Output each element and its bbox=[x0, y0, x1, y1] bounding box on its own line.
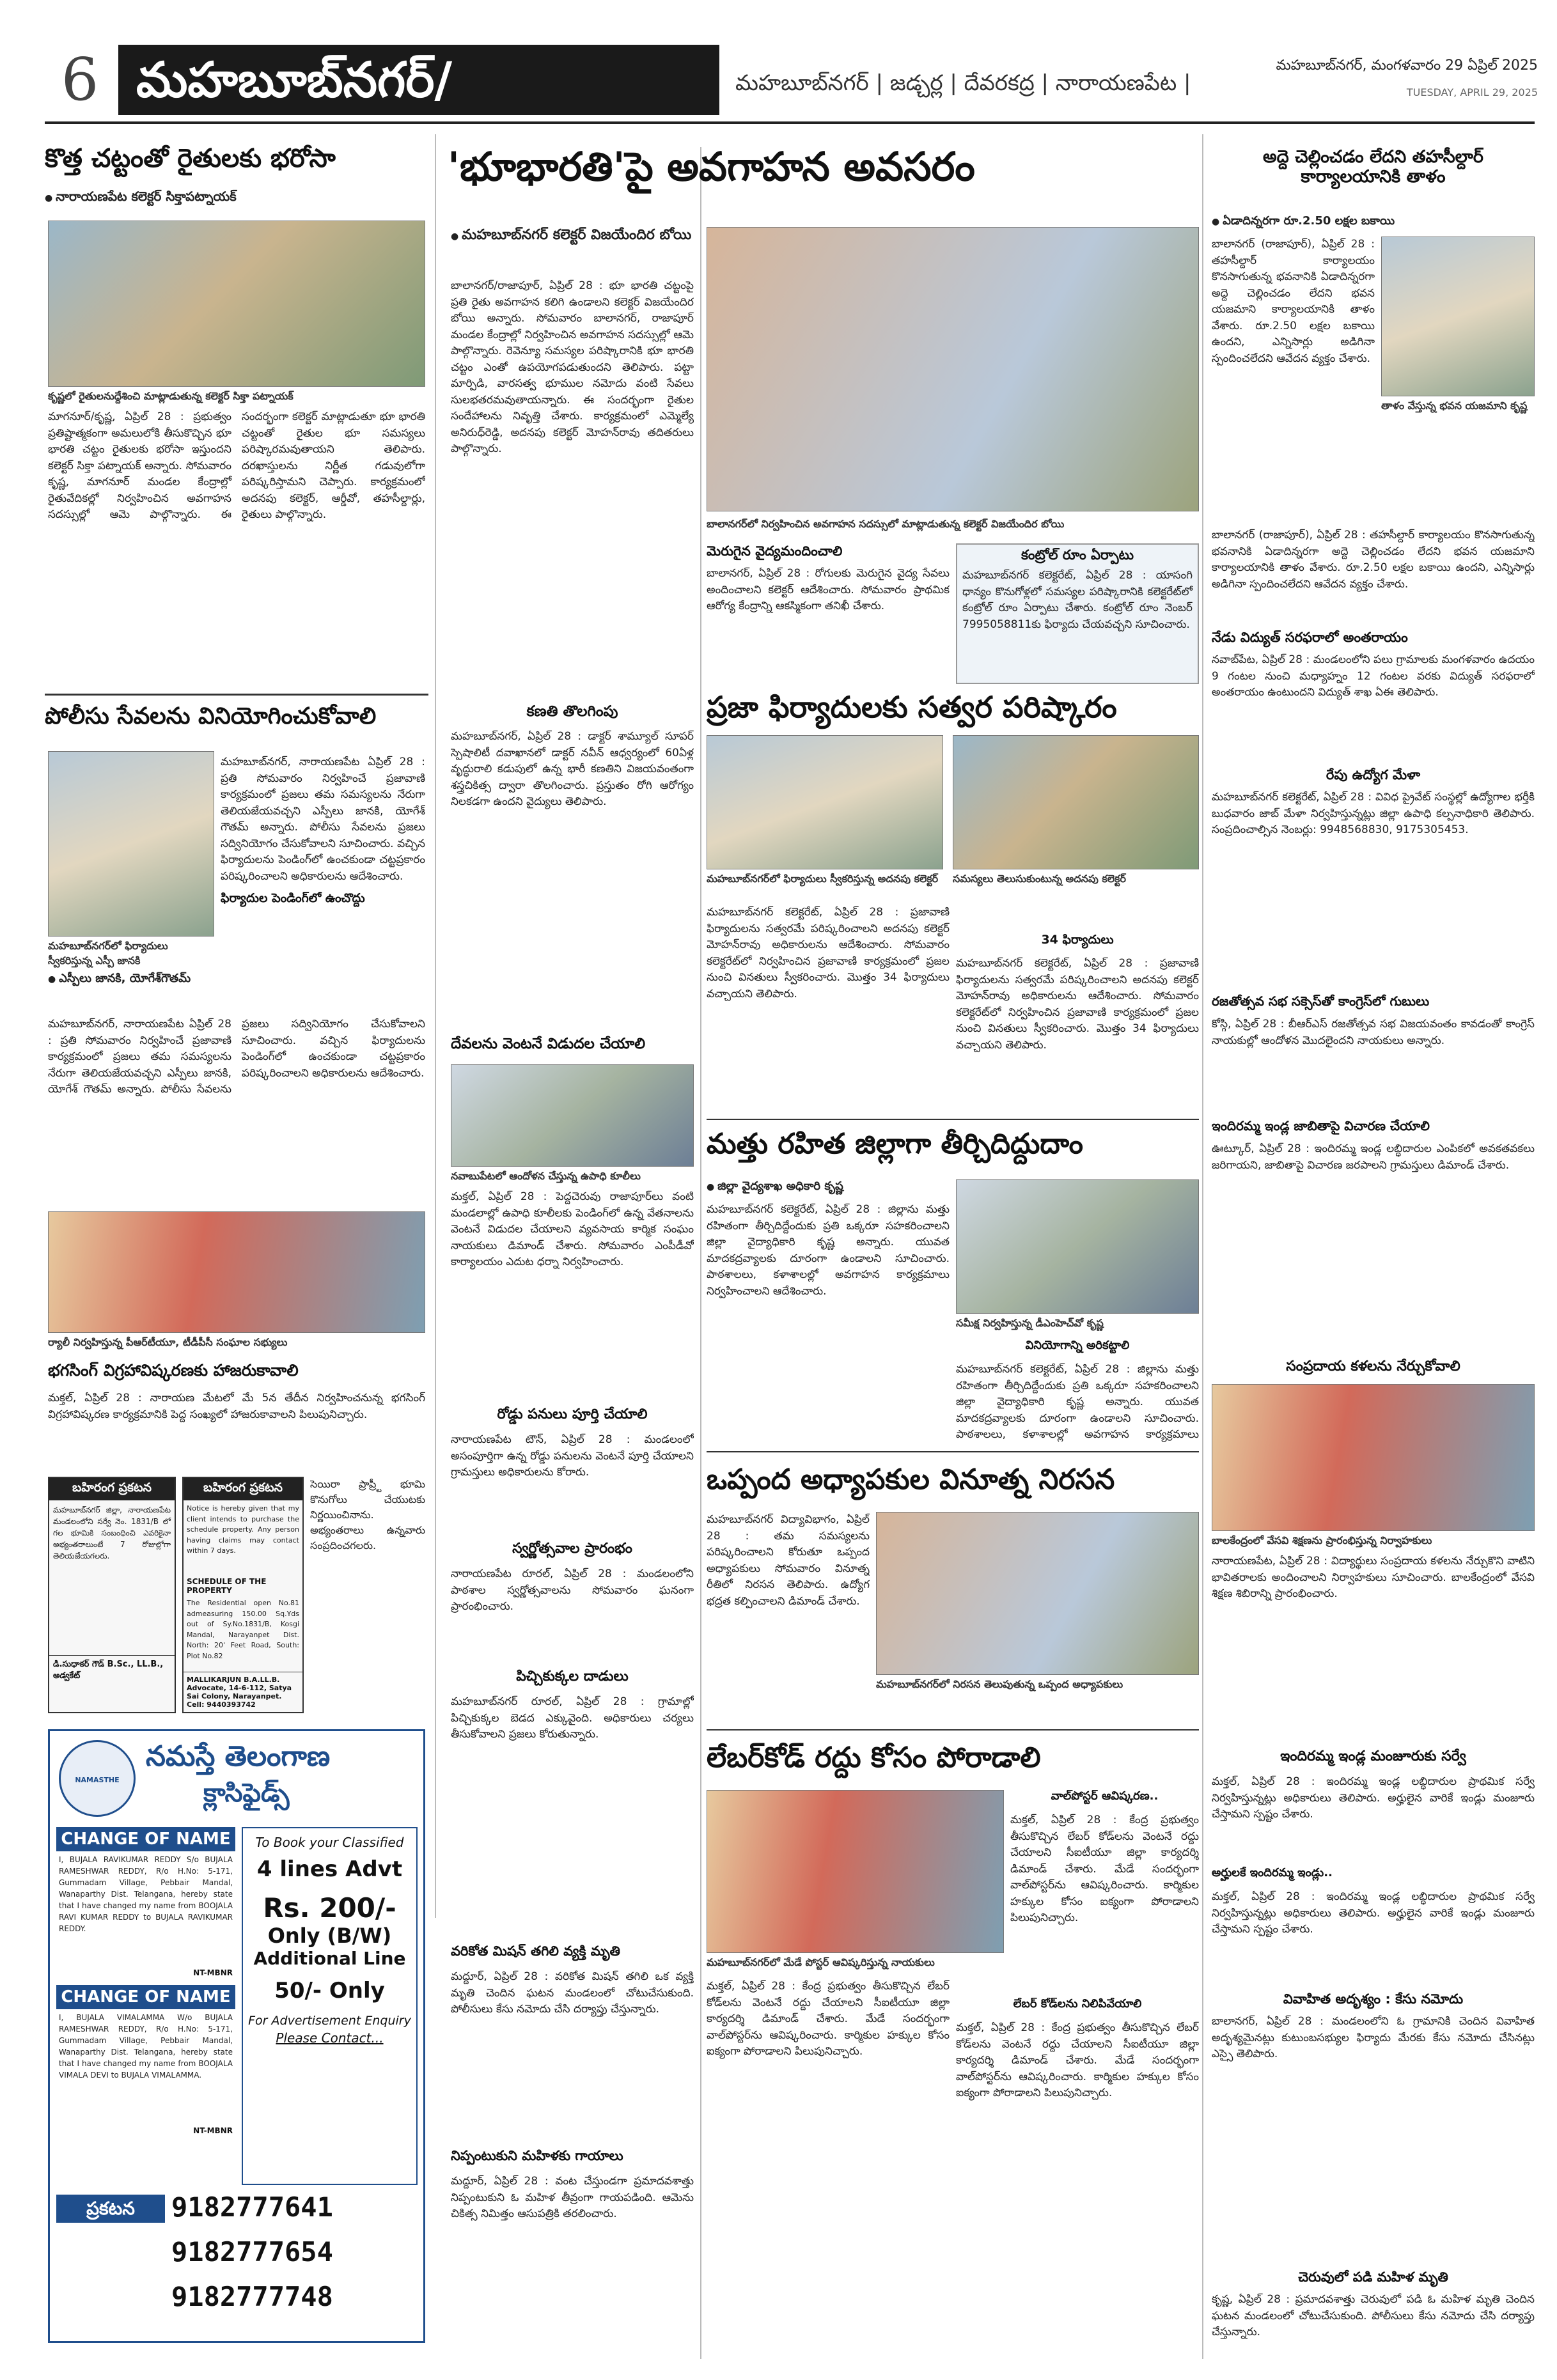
photo-rally bbox=[48, 1211, 425, 1333]
headline-farmers: కొత్త చట్టంతో రైతులకు భరోసా bbox=[45, 144, 336, 173]
notice-advocate: డి.సుధాకర్ గౌడ్ B.Sc., LL.B., అడ్వకేట్ bbox=[49, 1655, 175, 1686]
subhead-drug-free: వినియోగాన్ని అరికట్టాలి bbox=[1025, 1339, 1130, 1352]
newspaper-logo-icon: NAMASTHE bbox=[59, 1740, 136, 1817]
caption-traditional-arts: బాలకేంద్రంలో వేసవి శిక్షణను ప్రారంభిస్తున్న నిర్వాహకులు bbox=[1212, 1534, 1432, 1546]
headline-tahsildar-lock: అద్దె చెల్లించడం లేదని తహసీల్దార్ కార్యాలయానికి తాళం bbox=[1263, 147, 1483, 187]
body-tahsildar-lock-2: బాలానగర్ (రాజాపూర్), ఏప్రిల్ 28 : తహసీల్దార్ కార్యాలయం కొనసాగుతున్న భవనానికి ఏడాదిన్నరగా అద్దె చెల్లించడం లేదని భవన యజమాని కార్యాలయానికి తాళం వేశారు. రూ.2.50 లక్షల బకాయి ఉందని, ఎన్నిసార్లు అడిగినా స్పందించలేదని ఆవేదన వ్యక్తం చేశారు. bbox=[1212, 529, 1535, 591]
body-medical: బాలానగర్, ఏప్రిల్ 28 : రోగులకు మెరుగైన వైద్య సేవలు అందించాలని కలెక్టర్ ఆదేశించారు. సోమవారం ప్రాథమిక ఆరోగ్య కేంద్రాన్ని ఆకస్మికంగా తనిఖీ చేశారు. bbox=[707, 567, 950, 612]
body-roads: నారాయణపేట టౌన్, ఏప్రిల్ 28 : మండలంలో అసంపూర్తిగా ఉన్న రోడ్డు పనులను వెంటనే పూర్తి చేయాలని గ్రామస్తులు అధికారులను కోరారు. bbox=[451, 1433, 694, 1479]
caption-rally: ర్యాలీ నిర్వహిస్తున్న పీఆర్‌టీయూ, టీడీపీసీ సంఘాల సభ్యులు bbox=[48, 1336, 288, 1348]
body-pond-death: కృష్ణ, ఏప్రిల్ 28 : ప్రమాదవశాత్తు చెరువులో పడి ఓ మహిళ మృతి చెందిన ఘటన మండలంలో చోటుచేసుకుంది. పోలీసులు కేసు నమోదు చేసి దర్యాప్తు చేస్తున్నారు. bbox=[1212, 2293, 1535, 2338]
body-police-top: మహబూబ్‌నగర్, నారాయణపేట ఏప్రిల్ 28 : ప్రతి సోమవారం నిర్వహించే ప్రజావాణి కార్యక్రమంలో ప్రజలు తమ సమస్యలను నేరుగా తెలియజేయవచ్చని ఎస్పీలు జానకి, యోగేశ్ గౌతమ్ అన్నారు. పోలీసు సేవలను ప్రజలు సద్వినియోగం చేసుకోవాలని సూచించారు. వచ్చిన ఫిర్యాదులను పెండింగ్‌లో ఉంచకుండా చట్టప్రకారం పరిష్కరించాలని అధికారులను ఆదేశించారు. bbox=[221, 756, 425, 883]
caption-wages: నవాబుపేటలో ఆందోళన చేస్తున్న ఉపాధి కూలీలు bbox=[451, 1170, 641, 1182]
headline-control-room: కంట్రోల్ రూం ఏర్పాటు bbox=[1021, 547, 1134, 563]
headline-fire: నిప్పంటుకుని మహిళకు గాయాలు bbox=[451, 2148, 623, 2163]
notice-body: మహబూబ్‌నగర్ జిల్లా, నారాయణపేట మండలంలోని సర్వే నెం. 1831/B లో గల భూమికి సంబంధించి ఎవరికైనా అభ్యంతరాలుంటే 7 రోజుల్లోగా తెలియజేయగలరు. bbox=[53, 1505, 171, 1560]
classified-pricing bbox=[242, 1827, 418, 2185]
caption-police: మహబూబ్‌నగర్‌లో ఫిర్యాదులు స్వీకరిస్తున్న ఎస్పీ జానకి bbox=[48, 940, 168, 967]
control-room-box bbox=[956, 543, 1199, 684]
notice-title: బహిరంగ ప్రకటన bbox=[184, 1478, 302, 1500]
body-contract-lecturers: మహబూబ్‌నగర్ విద్యావిభాగం, ఏప్రిల్ 28 : తమ సమస్యలను పరిష్కరించాలని కోరుతూ ఒప్పంద అధ్యాపకులు సోమవారం వినూత్న రీతిలో నిరసన తెలిపారు. ఉద్యోగ భద్రత కల్పించాలని డిమాండ్ చేశారు. bbox=[707, 1513, 870, 1608]
change-of-name-heading: CHANGE OF NAME bbox=[56, 1827, 235, 1851]
photo-grievance-2 bbox=[953, 735, 1199, 869]
headline-tumor: కణతి తొలగింపు bbox=[526, 703, 618, 720]
caption-tahsildar-lock: తాళం వేస్తున్న భవన యజమాని కృష్ణ bbox=[1381, 400, 1528, 412]
caption-drug-free: సమీక్ష నిర్వహిస్తున్న డీఎంహెచ్‌వో కృష్ణ bbox=[956, 1317, 1104, 1329]
body-housing-survey-2: మక్తల్, ఏప్రిల్ 28 : ఇందిరమ్మ ఇండ్ల లబ్ధిదారుల ప్రాథమిక సర్వే నిర్వహిస్తున్నట్లు అధికారులు తెలిపారు. అర్హులైన వారికే ఇండ్లు మంజూరు చేస్తామని స్పష్టం చేశారు. bbox=[1212, 1890, 1535, 1936]
notice-schedule-body: The Residential open No.81 admeasuring 150.00 Sq.Yds out of Sy.No.1831/B, Kosgi Mandal, Narayanpet Dist. North: 20' Feet Road, South: Plot No.82 bbox=[187, 1599, 299, 1660]
notice-schedule-title: SCHEDULE OF THE PROPERTY bbox=[187, 1577, 267, 1595]
caption-farmers: కృష్ణలో రైతులనుద్దేశించి మాట్లాడుతున్న కలెక్టర్ సిక్తా పట్నాయక్ bbox=[48, 390, 293, 402]
photo-lecturers-protest bbox=[876, 1512, 1199, 1675]
classifieds-sub: క్లాసిఫైడ్స్ bbox=[203, 1778, 290, 1808]
body-fire: మద్దూర్, ఏప్రిల్ 28 : వంట చేస్తుండగా ప్రమాదవశాత్తు నిప్పంటుకుని ఓ మహిళ తీవ్రంగా గాయపడింది. ఆమెను చికిత్స నిమిత్తం ఆసుపత్రికి తరలించారు. bbox=[451, 2175, 694, 2220]
public-notice-1 bbox=[48, 1477, 176, 1713]
district-list: మహబూబ్‌నగర్ | జడ్చర్ల | దేవరకద్ర | నారాయణపేట | bbox=[735, 70, 1191, 96]
photo-office-lock bbox=[1381, 237, 1535, 396]
body-congress: కోస్గి, ఏప్రిల్ 28 : బీఆర్ఎస్ రజతోత్సవ సభ విజయవంతం కావడంతో కాంగ్రెస్ నాయకుల్లో ఆందోళన మొదలైందని నాయకులు అన్నారు. bbox=[1212, 1018, 1535, 1047]
byline-farmers: ● నారాయణపేట కలెక్టర్ సిక్తాపట్నాయక్ bbox=[45, 189, 428, 209]
change-of-name-ref: NT-MBNR bbox=[193, 2126, 233, 2135]
headline-job-mela: రేపు ఉద్యోగ మేళా bbox=[1326, 767, 1421, 782]
column-divider bbox=[1202, 134, 1203, 2359]
headline-harvester-death: వరికోత మిషన్ తగిలి వ్యక్తి మృతి bbox=[451, 1943, 620, 1959]
phone-number[interactable]: 9182777748 bbox=[171, 2281, 333, 2312]
date-telugu: మహబూబ్‌నగర్, మంగళవారం 29 ఏప్రిల్ 2025 bbox=[1276, 58, 1538, 74]
headline-contract-lecturers: ఒప్పంద అధ్యాపకుల వినూత్న నిరసన bbox=[707, 1464, 1115, 1496]
photo-farmers-meeting bbox=[48, 221, 425, 387]
headline-congress: రజతోత్సవ సభ సక్సెస్‌తో కాంగ్రెస్‌లో గుబులు bbox=[1212, 994, 1430, 1009]
date-english: TUESDAY, APRIL 29, 2025 bbox=[1406, 86, 1538, 98]
masthead-rule bbox=[45, 121, 1535, 124]
headline-labour-code: లేబర్‌కోడ్ రద్దు కోసం పోరాడాలి bbox=[707, 1742, 1041, 1774]
price: Rs. 200/- bbox=[263, 1892, 396, 1924]
body-power-cut: నవాబ్‌పేట, ఏప్రిల్ 28 : మండలంలోని పలు గ్రామాలకు మంగళవారం ఉదయం 9 గంటల నుంచి మధ్యాహ్నం 12 గంటల వరకు విద్యుత్ సరఫరాలో అంతరాయం ఉంటుందని విద్యుత్ శాఖ ఏఈ తెలిపారు. bbox=[1212, 653, 1535, 699]
lines-advt: 4 lines Advt bbox=[256, 1856, 403, 1882]
byline-main: ● మహబూబ్‌నగర్ కలెక్టర్ విజయేందిర బోయి bbox=[451, 227, 694, 272]
contact-line: Please Contact... bbox=[276, 2030, 384, 2046]
body-housing-inquiry: ఊట్కూర్, ఏప్రిల్ 28 : ఇందిరమ్మ ఇండ్ల లబ్ధిదారుల ఎంపికలో అవకతవకలు జరిగాయని, జాబితాపై విచారణ జరపాలని గ్రామస్తులు డిమాండ్ చేశారు. bbox=[1212, 1142, 1535, 1172]
notice-side-text: సెయిరా ప్రాప్ర్టీ భూమి కొనుగోలు చేయుటకు నిర్ణయించినాను. అభ్యంతరాలు ఉన్నవారు సంప్రదించగలరు. bbox=[310, 1478, 425, 1552]
classifieds-box bbox=[48, 1729, 425, 2343]
main-headline: 'భూభారతి'పై అవగాహన అవసరం bbox=[448, 144, 975, 190]
page-number: 6 bbox=[61, 45, 99, 114]
body-labour-code-2: మక్తల్, ఏప్రిల్ 28 : కేంద్ర ప్రభుత్వం తీసుకొచ్చిన లేబర్ కోడ్‌లను వెంటనే రద్దు చేయాలని సీఐటీయూ జిల్లా కార్యదర్శి డిమాండ్ చేశారు. మేడే సందర్భంగా వాల్‌పోస్టర్‌ను ఆవిష్కరించారు. కార్మికుల హక్కుల కోసం ఐక్యంగా పోరాడాలని పిలుపునిచ్చారు. bbox=[707, 1980, 950, 2058]
section-rule bbox=[45, 694, 428, 696]
change-of-name-heading: CHANGE OF NAME bbox=[56, 1985, 235, 2009]
headline-power-cut: నేడు విద్యుత్ సరఫరాలో అంతరాయం bbox=[1212, 630, 1408, 645]
photo-wage-protest bbox=[451, 1064, 694, 1167]
byline-police: ● ఎస్పీలు జానకి, యోగేశ్‌గౌతమ్ bbox=[48, 972, 214, 1010]
body-drug-free: మహబూబ్‌నగర్ కలెక్టరేట్, ఏప్రిల్ 28 : జిల్లాను మత్తు రహితంగా తీర్చిదిద్దేందుకు ప్రతి ఒక్కరూ సహకరించాలని జిల్లా వైద్యాధికారి కృష్ణ అన్నారు. యువత మాదకద్రవ్యాలకు దూరంగా ఉండాలని సూచించారు. పాఠశాలలు, కళాశాలల్లో అవగాహన కార్యక్రమాలు నిర్వహించాలని ఆదేశించారు. bbox=[707, 1203, 950, 1298]
headline-bhagat-singh: భగసింగ్ విగ్రహావిష్కరణకు హాజరుకావాలి bbox=[48, 1362, 299, 1380]
price-note: Only (B/W) bbox=[267, 1924, 392, 1948]
photo-summer-camp bbox=[1212, 1384, 1535, 1531]
public-notice-2 bbox=[182, 1477, 304, 1713]
caption-contract-lecturers: మహబూబ్‌నగర్‌లో నిరసన తెలుపుతున్న ఒప్పంద అధ్యాపకులు bbox=[876, 1678, 1123, 1690]
enquiry-line: For Advertisement Enquiry bbox=[248, 2014, 411, 2028]
book-line: To Book your Classified bbox=[255, 1835, 404, 1850]
photo-mayday-poster bbox=[707, 1790, 1004, 1953]
body-tahsildar-lock: బాలానగర్ (రాజాపూర్), ఏప్రిల్ 28 : తహసీల్దార్ కార్యాలయం కొనసాగుతున్న భవనానికి ఏడాదిన్నరగా అద్దె చెల్లించడం లేదని భవన యజమాని కార్యాలయానికి తాళం వేశారు. రూ.2.50 లక్షల బకాయి ఉందని, ఎన్నిసార్లు అడిగినా స్పందించలేదని ఆవేదన వ్యక్తం చేశారు. bbox=[1212, 238, 1375, 365]
body-main: బాలానగర్/రాజాపూర్, ఏప్రిల్ 28 : భూ భారతి చట్టంపై ప్రతి రైతు అవగాహన కలిగి ఉండాలని కలెక్టర్ విజయేందిర బోయి అన్నారు. సోమవారం బాలానగర్, రాజాపూర్ మండల కేంద్రాల్లో నిర్వహించిన అవగాహన సదస్సుల్లో ఆమె పాల్గొన్నారు. రెవెన్యూ సమస్యల పరిష్కారానికి భూ భారతి చట్టం ఎంతో ఉపయోగపడుతుందని తెలిపారు. పట్టా మార్పిడి, వారసత్వ భూముల నమోదు వంటి సేవలు సులభతరమవుతాయన్నారు. ఈ సందర్భంగా రైతుల సందేహాలను నివృత్తి చేశారు. కార్యక్రమంలో ఎమ్మెల్యే అనిరుధ్‌రెడ్డి, అదనపు కలెక్టర్ మోహన్‌రావు తదితరులు పాల్గొన్నారు. bbox=[451, 279, 694, 455]
notice-title: బహిరంగ ప్రకటన bbox=[49, 1478, 175, 1500]
body-jubilee: నారాయణపేట రూరల్, ఏప్రిల్ 28 : మండలంలోని పాఠశాల స్వర్ణోత్సవాలను సోమవారం ఘనంగా ప్రారంభించారు. bbox=[451, 1567, 694, 1613]
body-housing-survey: మక్తల్, ఏప్రిల్ 28 : ఇందిరమ్మ ఇండ్ల లబ్ధిదారుల ప్రాథమిక సర్వే నిర్వహిస్తున్నట్లు అధికారులు తెలిపారు. అర్హులైన వారికే ఇండ్లు మంజూరు చేస్తామని స్పష్టం చేశారు. bbox=[1212, 1775, 1535, 1821]
subhead-police: ఫిర్యాదుల పెండింగ్‌లో ఉంచొద్దు bbox=[221, 892, 365, 905]
headline-jubilee: స్వర్ణోత్సవాల ప్రారంభం bbox=[512, 1541, 632, 1557]
body-traditional-arts: నారాయణపేట, ఏప్రిల్ 28 : విద్యార్థులు సంప్రదాయ కళలను నేర్చుకొని వాటిని భావితరాలకు అందించాలని నిర్వాహకులు సూచించారు. బాలకేంద్రంలో వేసవి శిక్షణ శిబిరాన్ని ప్రారంభించారు. bbox=[1212, 1555, 1535, 1600]
body-labour-code: మక్తల్, ఏప్రిల్ 28 : కేంద్ర ప్రభుత్వం తీసుకొచ్చిన లేబర్ కోడ్‌లను వెంటనే రద్దు చేయాలని సీఐటీయూ జిల్లా కార్యదర్శి డిమాండ్ చేశారు. మేడే సందర్భంగా వాల్‌పోస్టర్‌ను ఆవిష్కరించారు. కార్మికుల హక్కుల కోసం ఐక్యంగా పోరాడాలని పిలుపునిచ్చారు. bbox=[1010, 1814, 1199, 1924]
headline-housing-survey: ఇందిరమ్మ ఇండ్ల మంజూరుకు సర్వే bbox=[1280, 1748, 1466, 1764]
headline-drug-free: మత్తు రహిత జిల్లాగా తీర్చిదిద్దుదాం bbox=[707, 1128, 1083, 1160]
photo-drug-review bbox=[956, 1179, 1199, 1314]
body-grievances: మహబూబ్‌నగర్ కలెక్టరేట్, ఏప్రిల్ 28 : ప్రజావాణి ఫిర్యాదులను సత్వరమే పరిష్కరించాలని అదనపు కలెక్టర్ మోహన్‌రావు అధికారులను ఆదేశించారు. సోమవారం కలెక్టరేట్‌లో నిర్వహించిన ప్రజావాణి కార్యక్రమంలో ప్రజల నుంచి వినతులు స్వీకరించారు. మొత్తం 34 ఫిర్యాదులు వచ్చాయని తెలిపారు. bbox=[707, 906, 950, 1000]
notice-advocate: MALLIKARJUN B.A.LL.B. Advocate, 14-6-112, Satya Sai Colony, Narayanpet. Cell: 9440393742 bbox=[184, 1672, 302, 1712]
headline-missing-woman: వివాహిత అదృశ్యం : కేసు నమోదు bbox=[1283, 1991, 1464, 2007]
headline-grievances: ప్రజా ఫిర్యాదులకు సత్వర పరిష్కారం bbox=[707, 690, 1117, 724]
subhead-grievances: 34 ఫిర్యాదులు bbox=[1041, 933, 1114, 947]
headline-housing-inquiry: ఇందిరమ్మ ఇండ్ల జాబితాపై విచారణ చేయాలి bbox=[1212, 1119, 1430, 1133]
body-dogs: మహబూబ్‌నగర్ రూరల్, ఏప్రిల్ 28 : గ్రామాల్లో పిచ్చికుక్కల బెడద ఎక్కువైంది. అధికారులు చర్యలు తీసుకోవాలని ప్రజలు కోరుతున్నారు. bbox=[451, 1695, 694, 1741]
body-tumor: మహబూబ్‌నగర్, ఏప్రిల్ 28 : డాక్టర్ శామ్యూల్ సూపర్ స్పెషాలిటీ దవాఖానలో డాక్టర్ నవీన్ ఆధ్వర్యంలో 60ఏళ్ల వృద్ధురాలి కడుపులో ఉన్న భారీ కణతిని విజయవంతంగా శస్త్రచికిత్స ద్వారా తొలగించారు. ప్రస్తుతం రోగి ఆరోగ్యం నిలకడగా ఉందని వైద్యులు తెలిపారు. bbox=[451, 730, 694, 808]
change-of-name-body: I, BUJALA VIMALAMMA W/o BUJALA RAMESHWAR REDDY, R/o H.No: 5-171, Gummadam Village, Pebbair Mandal, Wanaparthy Dist. Telangana, hereby state that I have changed my name from BOOJALA VIMALA DEVI to BUJALA VIMALAMMA. bbox=[59, 2013, 233, 2080]
body-job-mela: మహబూబ్‌నగర్ కలెక్టరేట్, ఏప్రిల్ 28 : వివిధ ప్రైవేట్ సంస్థల్లో ఉద్యోగాల భర్తీకి బుధవారం జాబ్ మేళా నిర్వహిస్తున్నట్లు జిల్లా ఉపాధి కల్పనాధికారి తెలిపారు. సంప్రదించాల్సిన నెంబర్లు: 9948568830, 9175305453. bbox=[1212, 791, 1535, 836]
change-of-name-body: I, BUJALA RAVIKUMAR REDDY S/o BUJALA RAMESHWAR REDDY, R/o H.No: 5-171, Gummadam Village, Pebbair Mandal, Wanaparthy Dist. Telangana, hereby state that I have changed my name from BOOJALA RAVI KUMAR REDDY to BUJALA RAVIKUMAR REDDY. bbox=[59, 1855, 233, 1933]
body-grievances-2: మహబూబ్‌నగర్ కలెక్టరేట్, ఏప్రిల్ 28 : ప్రజావాణి ఫిర్యాదులను సత్వరమే పరిష్కరించాలని అదనపు కలెక్టర్ మోహన్‌రావు అధికారులను ఆదేశించారు. సోమవారం కలెక్టరేట్‌లో నిర్వహించిన ప్రజావాణి కార్యక్రమంలో ప్రజల నుంచి వినతులు స్వీకరించారు. మొత్తం 34 ఫిర్యాదులు వచ్చాయని తెలిపారు. bbox=[956, 957, 1199, 1052]
column-divider bbox=[435, 134, 436, 1918]
change-of-name-ref: NT-MBNR bbox=[193, 1968, 233, 1977]
additional-price: 50/- Only bbox=[274, 1978, 385, 2003]
additional-line: Additional Line bbox=[253, 1948, 406, 1969]
headline-traditional-arts: సంప్రదాయ కళలను నేర్చుకోవాలి bbox=[1286, 1358, 1460, 1374]
section-rule bbox=[707, 1729, 1199, 1731]
body-wages: మక్తల్, ఏప్రిల్ 28 : పెద్దచెరువు రాజాపూర్‌లు వంటి మండలాల్లో ఉపాధి కూలీలకు పెండింగ్‌లో ఉన్న వేతనాలను వెంటనే విడుదల చేయాలని వ్యవసాయ కార్మిక సంఘం నాయకులు డిమాండ్ చేశారు. సోమవారం ఎంపీడీవో కార్యాలయం ఎదుట ధర్నా నిర్వహించారు. bbox=[451, 1190, 694, 1268]
body-bhagat-singh: మక్తల్, ఏప్రిల్ 28 : నారాయణ మేటలో మే 5న తేదీన నిర్వహించనున్న భగసింగ్ విగ్రహావిష్కరణ కార్యక్రమానికి పెద్ద సంఖ్యలో హాజరుకావాలని పిలుపునిచ్చారు. bbox=[48, 1392, 425, 1421]
body-drug-free-2: మహబూబ్‌నగర్ కలెక్టరేట్, ఏప్రిల్ 28 : జిల్లాను మత్తు రహితంగా తీర్చిదిద్దేందుకు ప్రతి ఒక్కరూ సహకరించాలని జిల్లా వైద్యాధికారి కృష్ణ అన్నారు. యువత మాదకద్రవ్యాలకు దూరంగా ఉండాలని సూచించారు. పాఠశాలలు, కళాశాలల్లో అవగాహన కార్యక్రమాలు bbox=[956, 1363, 1199, 1441]
section-rule bbox=[707, 1451, 1199, 1452]
photo-awareness-meeting bbox=[707, 227, 1199, 511]
byline-drug-free: ● జిల్లా వైద్యశాఖ అధికారి కృష్ణ bbox=[707, 1179, 950, 1199]
body-farmers: మాగనూర్/కృష్ణ, ఏప్రిల్ 28 : ప్రభుత్వం ప్రతిష్టాత్మకంగా అమలులోకి తీసుకొచ్చిన భూ భారతి చట్టం రైతులకు భరోసా ఇస్తుందని కలెక్టర్ సిక్తా పట్నాయక్ అన్నారు. సోమవారం కృష్ణ, మాగనూర్ మండల కేంద్రాల్లో రైతువేదికల్లో నిర్వహించిన అవగాహన సదస్సుల్లో ఆమె పాల్గొన్నారు. ఈ సందర్భంగా కలెక్టర్ మాట్లాడుతూ భూ భారతి చట్టంతో రైతుల భూ సమస్యలు పరిష్కారమవుతాయని తెలిపారు. దరఖాస్తులను నిర్ణీత గడువులోగా పరిష్కరిస్తామని చెప్పారు. కార్యక్రమంలో అదనపు కలెక్టర్, ఆర్డీవో, తహసీల్దార్లు, రైతులు పాల్గొన్నారు. bbox=[48, 410, 425, 521]
subhead-wallposter: వాల్‌పోస్టర్ ఆవిష్కరణ.. bbox=[1051, 1790, 1159, 1803]
phone-number[interactable]: 9182777641 bbox=[171, 2191, 333, 2223]
section-rule bbox=[707, 1119, 1199, 1120]
caption-main: బాలానగర్‌లో నిర్వహించిన అవగాహన సదస్సులో మాట్లాడుతున్న కలెక్టర్ విజయేందిర బోయి bbox=[707, 518, 1065, 530]
page-section-title: మహబూబ్‌నగర్/ bbox=[118, 45, 719, 115]
byline-tahsildar-lock: ● ఏడాదిన్నరగా రూ.2.50 లక్షల బకాయి bbox=[1212, 214, 1535, 232]
body-harvester-death: మద్దూర్, ఏప్రిల్ 28 : వరికోత మిషన్ తగిలి ఒక వ్యక్తి మృతి చెందిన ఘటన మండలంలో చోటుచేసుకుంది. పోలీసులు కేసు నమోదు చేసి దర్యాప్తు చేస్తున్నారు. bbox=[451, 1970, 694, 2016]
caption-grievance-2: సమస్యలు తెలుసుకుంటున్న అదనపు కలెక్టర్ bbox=[953, 873, 1126, 885]
subhead-housing-survey: అర్హులకే ఇందిరమ్మ ఇండ్లు.. bbox=[1212, 1867, 1333, 1879]
phone-number[interactable]: 9182777654 bbox=[171, 2236, 333, 2267]
caption-grievance-1: మహబూబ్‌నగర్‌లో ఫిర్యాదులు స్వీకరిస్తున్న అదనపు కలెక్టర్ bbox=[707, 873, 939, 885]
body-police: మహబూబ్‌నగర్, నారాయణపేట ఏప్రిల్ 28 : ప్రతి సోమవారం నిర్వహించే ప్రజావాణి కార్యక్రమంలో ప్రజలు తమ సమస్యలను నేరుగా తెలియజేయవచ్చని ఎస్పీలు జానకి, యోగేశ్ గౌతమ్ అన్నారు. పోలీసు సేవలను ప్రజలు సద్వినియోగం చేసుకోవాలని సూచించారు. వచ్చిన ఫిర్యాదులను పెండింగ్‌లో ఉంచకుండా చట్టప్రకారం పరిష్కరించాలని అధికారులను ఆదేశించారు. bbox=[48, 1018, 425, 1096]
body-missing-woman: బాలానగర్, ఏప్రిల్ 28 : మండలంలోని ఓ గ్రామానికి చెందిన వివాహిత అదృశ్యమైనట్లు కుటుంబసభ్యుల ఫిర్యాదు మేరకు కేసు నమోదు చేసినట్లు ఎస్సై తెలిపారు. bbox=[1212, 2015, 1535, 2060]
body-labour-code-3: మక్తల్, ఏప్రిల్ 28 : కేంద్ర ప్రభుత్వం తీసుకొచ్చిన లేబర్ కోడ్‌లను వెంటనే రద్దు చేయాలని సీఐటీయూ జిల్లా కార్యదర్శి డిమాండ్ చేశారు. మేడే సందర్భంగా వాల్‌పోస్టర్‌ను ఆవిష్కరించారు. కార్మికుల హక్కుల కోసం ఐక్యంగా పోరాడాలని పిలుపునిచ్చారు. bbox=[956, 2021, 1199, 2099]
caption-labour-code: మహబూబ్‌నగర్‌లో మేడే పోస్టర్ ఆవిష్కరిస్తున్న నాయకులు bbox=[707, 1956, 935, 1968]
column-divider bbox=[700, 147, 701, 2359]
headline-police: పోలీసు సేవలను వినియోగించుకోవాలి bbox=[45, 703, 377, 729]
subhead-labour-code: లేబర్ కోడ్‌లను నిలిపివేయాలి bbox=[1013, 1998, 1142, 2011]
notice-body: Notice is hereby given that my client intends to purchase the schedule property. Any person having claims may contact within 7 days. bbox=[187, 1504, 299, 1555]
headline-roads: రోడ్డు పనులు పూర్తి చేయాలి bbox=[497, 1406, 648, 1422]
headline-dogs: పిచ్చికుక్కల దాడులు bbox=[516, 1668, 629, 1684]
headline-medical: మెరుగైన వైద్యమందించాలి bbox=[707, 543, 843, 559]
photo-grievance-1 bbox=[707, 735, 943, 869]
change-of-name-column bbox=[56, 1827, 235, 2185]
body-control-room: మహబూబ్‌నగర్ కలెక్టరేట్, ఏప్రిల్ 28 : యాసంగి ధాన్యం కొనుగోళ్లలో సమస్యల పరిష్కారానికి కలెక్టరేట్‌లో కంట్రోల్ రూం ఏర్పాటు చేశారు. కంట్రోల్ రూం నెంబర్ 7995058811కు ఫిర్యాదు చేయవచ్చని సూచించారు. bbox=[962, 569, 1193, 631]
prakatana-label: ప్రకటన bbox=[56, 2195, 165, 2223]
classifieds-brand: నమస్తే తెలంగాణ bbox=[146, 1740, 331, 1773]
headline-wages: దేవలను వెంటనే విడుదల చేయాలి bbox=[451, 1036, 646, 1052]
photo-sp-complaints bbox=[48, 751, 214, 937]
headline-pond-death: చెరువులో పడి మహిళ మృతి bbox=[1298, 2269, 1448, 2285]
